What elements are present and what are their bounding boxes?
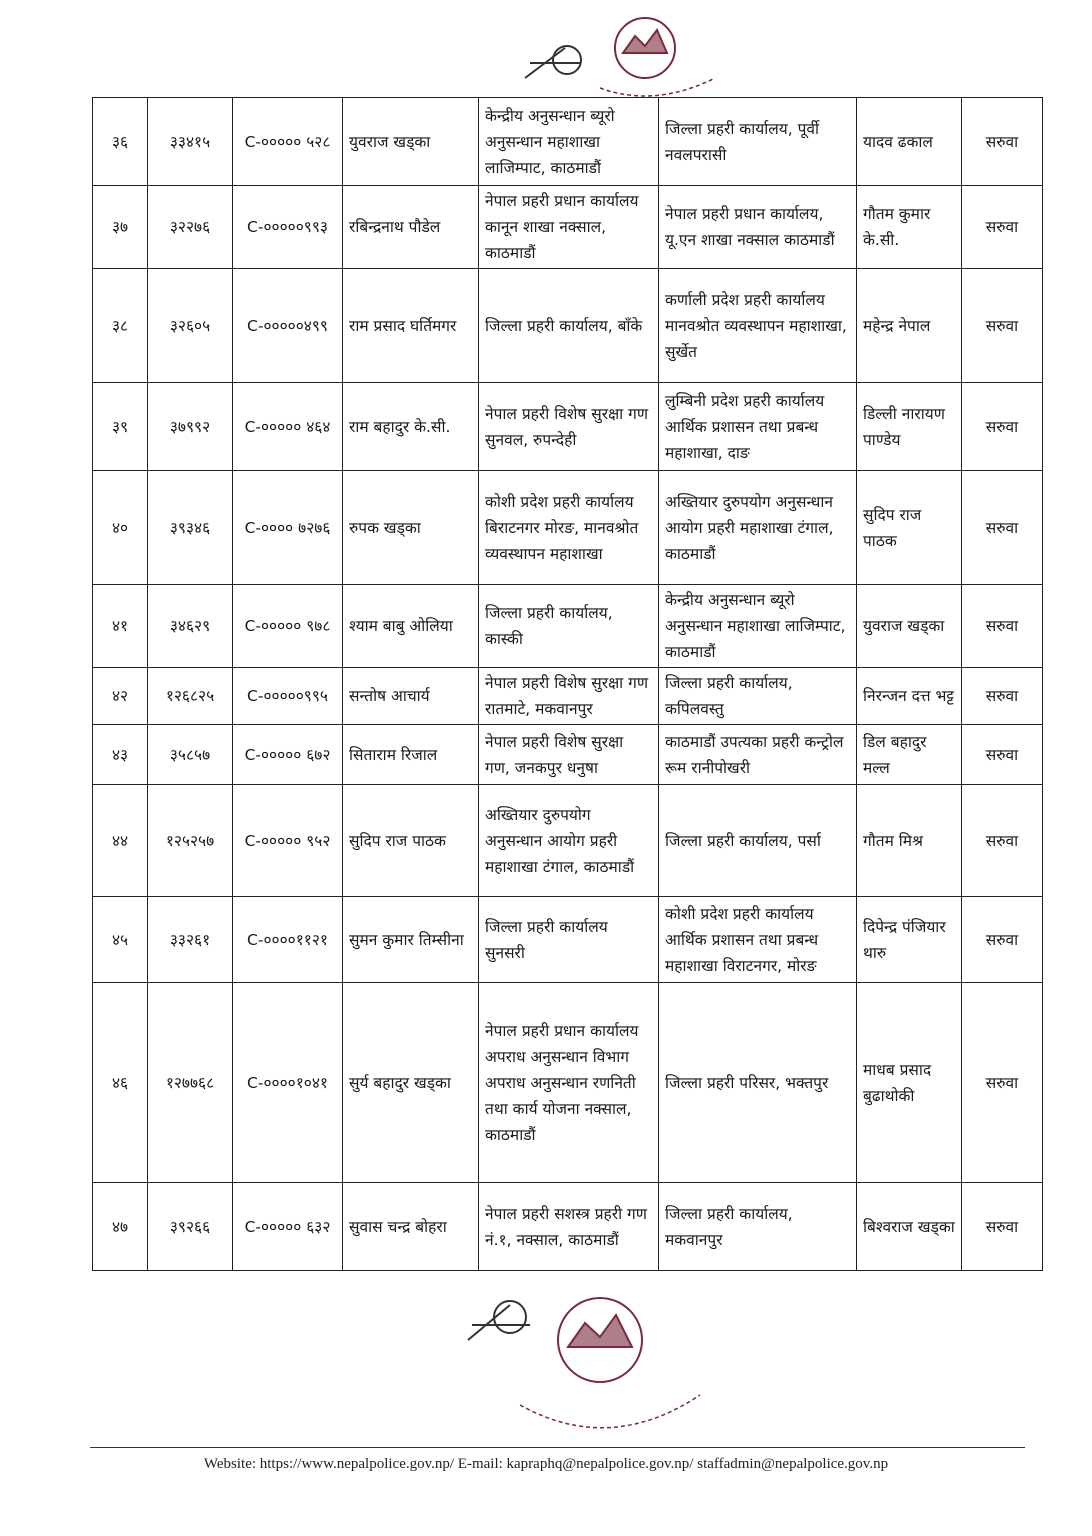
remark-cell: सरुवा	[962, 785, 1043, 897]
replacement-cell: गौतम कुमार के.सी.	[857, 186, 962, 269]
current-office-cell: नेपाल प्रहरी प्रधान कार्यालय अपराध अनुसन्धान विभाग अपराध अनुसन्धान रणनिती तथा कार्य योजना नक्साल, काठमाडौं	[479, 983, 659, 1183]
remark-cell: सरुवा	[962, 186, 1043, 269]
current-office-cell: नेपाल प्रहरी विशेष सुरक्षा गण रातमाटे, मकवानपुर	[479, 668, 659, 725]
table-row	[93, 983, 1043, 1183]
name-cell: सुवास चन्द्र बोहरा	[343, 1183, 479, 1271]
current-office-cell: जिल्ला प्रहरी कार्यालय, कास्की	[479, 585, 659, 668]
replacement-cell: गौतम मिश्र	[857, 785, 962, 897]
transfer-office-cell: लुम्बिनी प्रदेश प्रहरी कार्यालय आर्थिक प्रशासन तथा प्रबन्ध महाशाखा, दाङ	[659, 383, 857, 471]
name-cell: युवराज खड्का	[343, 98, 479, 186]
remark-cell: सरुवा	[962, 471, 1043, 585]
bottom-official-seal	[460, 1285, 710, 1465]
transfer-office-cell: केन्द्रीय अनुसन्धान ब्यूरो अनुसन्धान महाशाखा लाजिम्पाट, काठमाडौं	[659, 585, 857, 668]
table-row	[93, 269, 1043, 383]
current-office-cell: नेपाल प्रहरी विशेष सुरक्षा गण, जनकपुर धनुषा	[479, 725, 659, 785]
police-id-cell: ३२२७६	[148, 186, 233, 269]
remark-cell: सरुवा	[962, 668, 1043, 725]
current-office-cell: नेपाल प्रहरी प्रधान कार्यालय कानून शाखा नक्साल, काठमाडौं	[479, 186, 659, 269]
serial-number-cell: ३८	[93, 269, 148, 383]
name-cell: राम बहादुर के.सी.	[343, 383, 479, 471]
table-row	[93, 897, 1043, 983]
police-id-cell: १२७७६८	[148, 983, 233, 1183]
current-office-cell: केन्द्रीय अनुसन्धान ब्यूरो अनुसन्धान महाशाखा लाजिम्पाट, काठमाडौं	[479, 98, 659, 186]
serial-number-cell: ३७	[93, 186, 148, 269]
transfer-office-cell: कोशी प्रदेश प्रहरी कार्यालय आर्थिक प्रशासन तथा प्रबन्ध महाशाखा विराटनगर, मोरङ	[659, 897, 857, 983]
replacement-cell: निरन्जन दत्त भट्ट	[857, 668, 962, 725]
name-cell: सुर्य बहादुर खड्का	[343, 983, 479, 1183]
personnel-transfer-table	[92, 97, 1043, 1271]
table-row	[93, 186, 1043, 269]
police-id-cell: ३४६२९	[148, 585, 233, 668]
remark-cell: सरुवा	[962, 1183, 1043, 1271]
employee-code-cell: C-०००००४९९	[233, 269, 343, 383]
transfer-office-cell: जिल्ला प्रहरी कार्यालय, पूर्वी नवलपरासी	[659, 98, 857, 186]
police-id-cell: ३९२६६	[148, 1183, 233, 1271]
name-cell: रुपक खड्का	[343, 471, 479, 585]
remark-cell: सरुवा	[962, 897, 1043, 983]
employee-code-cell: C-०००००९९५	[233, 668, 343, 725]
police-id-cell: ३३२६१	[148, 897, 233, 983]
seal-emblem	[615, 18, 675, 78]
signature-mark	[525, 46, 581, 78]
transfer-office-cell: कर्णाली प्रदेश प्रहरी कार्यालय मानवश्रोत व्यवस्थापन महाशाखा, सुर्खेत	[659, 269, 857, 383]
table-row	[93, 585, 1043, 668]
replacement-cell: युवराज खड्का	[857, 585, 962, 668]
employee-code-cell: C-००००० ९७८	[233, 585, 343, 668]
employee-code-cell: C-००००० ६७२	[233, 725, 343, 785]
employee-code-cell: C-००००० ४६४	[233, 383, 343, 471]
name-cell: सन्तोष आचार्य	[343, 668, 479, 725]
name-cell: सुदिप राज पाठक	[343, 785, 479, 897]
name-cell: श्याम बाबु ओलिया	[343, 585, 479, 668]
remark-cell: सरुवा	[962, 725, 1043, 785]
remark-cell: सरुवा	[962, 383, 1043, 471]
employee-code-cell: C-०००० ७२७६	[233, 471, 343, 585]
transfer-office-cell: नेपाल प्रहरी प्रधान कार्यालय, यू.एन शाखा नक्साल काठमाडौं	[659, 186, 857, 269]
serial-number-cell: ४४	[93, 785, 148, 897]
police-id-cell: ३३४१५	[148, 98, 233, 186]
table-row	[93, 725, 1043, 785]
replacement-cell: डिल बहादुर मल्ल	[857, 725, 962, 785]
table-row	[93, 668, 1043, 725]
remark-cell: सरुवा	[962, 98, 1043, 186]
signature-mark	[468, 1301, 530, 1340]
transfer-office-cell: जिल्ला प्रहरी कार्यालय, मकवानपुर	[659, 1183, 857, 1271]
table-row	[93, 383, 1043, 471]
police-id-cell: १२५२५७	[148, 785, 233, 897]
transfer-office-cell: जिल्ला प्रहरी कार्यालय, पर्सा	[659, 785, 857, 897]
footer-divider	[90, 1447, 1025, 1448]
replacement-cell: महेन्द्र नेपाल	[857, 269, 962, 383]
replacement-cell: सुदिप राज पाठक	[857, 471, 962, 585]
top-official-seal	[505, 8, 725, 108]
name-cell: रबिन्द्रनाथ पौडेल	[343, 186, 479, 269]
seal-emblem	[558, 1298, 642, 1382]
transfer-office-cell: काठमाडौं उपत्यका प्रहरी कन्ट्रोल रूम रानीपोखरी	[659, 725, 857, 785]
table-row	[93, 471, 1043, 585]
name-cell: सुमन कुमार तिम्सीना	[343, 897, 479, 983]
transfer-office-cell: जिल्ला प्रहरी कार्यालय, कपिलवस्तु	[659, 668, 857, 725]
current-office-cell: नेपाल प्रहरी सशस्त्र प्रहरी गण नं.१, नक्साल, काठमाडौं	[479, 1183, 659, 1271]
table-row	[93, 1183, 1043, 1271]
replacement-cell: यादव ढकाल	[857, 98, 962, 186]
footer-contact-info: Website: https://www.nepalpolice.gov.np/ E-mail: kapraphq@nepalpolice.gov.np/ staffadmin@nepalpolice.gov.np	[203, 1456, 889, 1472]
current-office-cell: कोशी प्रदेश प्रहरी कार्यालय बिराटनगर मोरङ, मानवश्रोत व्यवस्थापन महाशाखा	[479, 471, 659, 585]
table-row	[93, 98, 1043, 186]
serial-number-cell: ४३	[93, 725, 148, 785]
replacement-cell: डिल्ली नारायण पाण्डेय	[857, 383, 962, 471]
name-cell: राम प्रसाद घर्तिमगर	[343, 269, 479, 383]
remark-cell: सरुवा	[962, 585, 1043, 668]
employee-code-cell: C-००००० ६३२	[233, 1183, 343, 1271]
employee-code-cell: C-००००१०४१	[233, 983, 343, 1183]
employee-code-cell: C-००००११२१	[233, 897, 343, 983]
serial-number-cell: ४२	[93, 668, 148, 725]
current-office-cell: जिल्ला प्रहरी कार्यालय सुनसरी	[479, 897, 659, 983]
police-id-cell: १२६८२५	[148, 668, 233, 725]
remark-cell: सरुवा	[962, 269, 1043, 383]
serial-number-cell: ४७	[93, 1183, 148, 1271]
serial-number-cell: ४०	[93, 471, 148, 585]
serial-number-cell: ३९	[93, 383, 148, 471]
police-id-cell: ३९३४६	[148, 471, 233, 585]
employee-code-cell: C-०००००९९३	[233, 186, 343, 269]
police-id-cell: ३२६०५	[148, 269, 233, 383]
table-row	[93, 785, 1043, 897]
current-office-cell: अख्तियार दुरुपयोग अनुसन्धान आयोग प्रहरी महाशाखा टंगाल, काठमाडौं	[479, 785, 659, 897]
police-id-cell: ३७९९२	[148, 383, 233, 471]
serial-number-cell: ४६	[93, 983, 148, 1183]
replacement-cell: दिपेन्द्र पंजियार थारु	[857, 897, 962, 983]
current-office-cell: नेपाल प्रहरी विशेष सुरक्षा गण सुनवल, रुपन्देही	[479, 383, 659, 471]
remark-cell: सरुवा	[962, 983, 1043, 1183]
replacement-cell: माधब प्रसाद बुढाथोकी	[857, 983, 962, 1183]
replacement-cell: बिश्वराज खड्का	[857, 1183, 962, 1271]
employee-code-cell: C-००००० ९५२	[233, 785, 343, 897]
police-id-cell: ३५८५७	[148, 725, 233, 785]
serial-number-cell: ३६	[93, 98, 148, 186]
transfer-office-cell: जिल्ला प्रहरी परिसर, भक्तपुर	[659, 983, 857, 1183]
serial-number-cell: ४५	[93, 897, 148, 983]
serial-number-cell: ४१	[93, 585, 148, 668]
name-cell: सिताराम रिजाल	[343, 725, 479, 785]
table-body	[93, 98, 1043, 1271]
transfer-office-cell: अख्तियार दुरुपयोग अनुसन्धान आयोग प्रहरी महाशाखा टंगाल, काठमाडौं	[659, 471, 857, 585]
current-office-cell: जिल्ला प्रहरी कार्यालय, बाँके	[479, 269, 659, 383]
employee-code-cell: C-००००० ५२८	[233, 98, 343, 186]
